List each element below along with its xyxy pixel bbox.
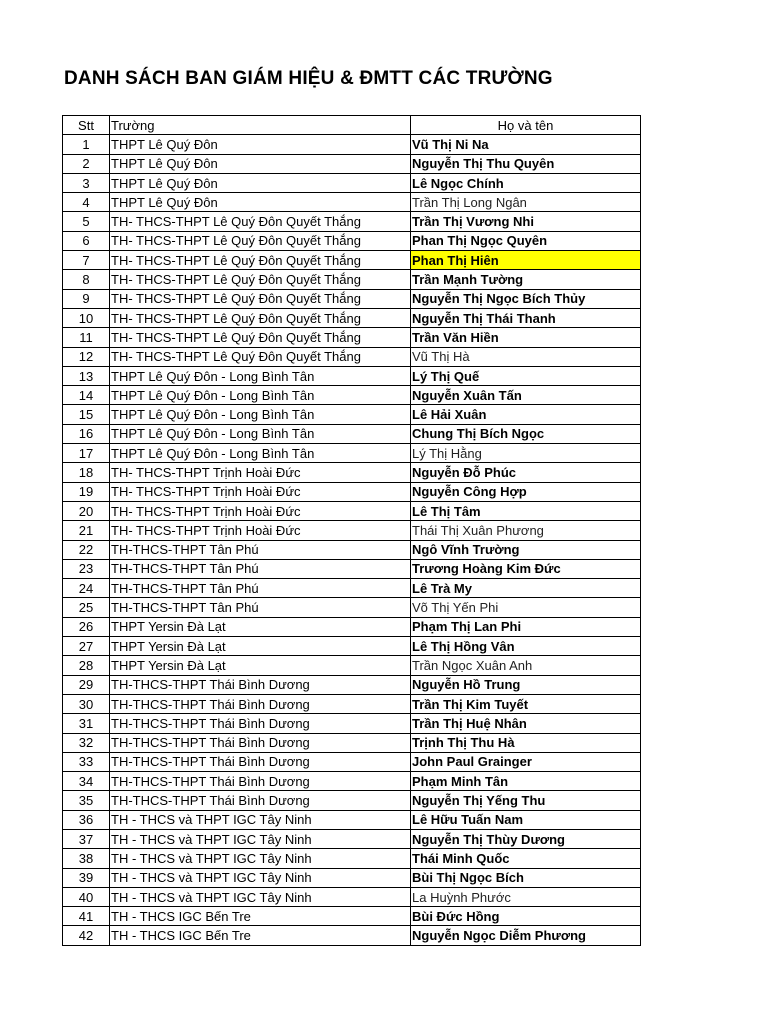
school-cell: TH - THCS và THPT IGC Tây Ninh bbox=[110, 868, 411, 887]
table-row bbox=[63, 752, 641, 771]
name-cell: Bùi Đức Hồng bbox=[411, 907, 641, 926]
school-cell: TH-THCS-THPT Tân Phú bbox=[110, 559, 411, 578]
row-number-cell: 34 bbox=[63, 772, 110, 791]
row-number-cell: 20 bbox=[63, 501, 110, 520]
table-row bbox=[63, 193, 641, 212]
name-cell: Lê Hải Xuân bbox=[411, 405, 641, 424]
table-row bbox=[63, 907, 641, 926]
school-cell: THPT Yersin Đà Lạt bbox=[110, 656, 411, 675]
name-cell: Lê Ngọc Chính bbox=[411, 173, 641, 192]
row-number-cell: 24 bbox=[63, 579, 110, 598]
name-cell: Nguyễn Công Hợp bbox=[411, 482, 641, 501]
table-row bbox=[63, 694, 641, 713]
row-number-cell: 36 bbox=[63, 810, 110, 829]
name-cell: Trần Thị Huệ Nhân bbox=[411, 714, 641, 733]
row-number-cell: 27 bbox=[63, 637, 110, 656]
school-cell: TH- THCS-THPT Trịnh Hoài Đức bbox=[110, 501, 411, 520]
row-number-cell: 9 bbox=[63, 289, 110, 308]
row-number-cell: 21 bbox=[63, 521, 110, 540]
staff-table bbox=[62, 115, 641, 946]
school-cell: TH-THCS-THPT Thái Bình Dương bbox=[110, 791, 411, 810]
name-cell: Nguyễn Thị Thu Quyên bbox=[411, 154, 641, 173]
name-cell: Trần Ngọc Xuân Anh bbox=[411, 656, 641, 675]
name-cell: Thái Thị Xuân Phương bbox=[411, 521, 641, 540]
row-number-cell: 4 bbox=[63, 193, 110, 212]
school-cell: TH-THCS-THPT Thái Bình Dương bbox=[110, 675, 411, 694]
table-row bbox=[63, 733, 641, 752]
school-cell: TH- THCS-THPT Lê Quý Đôn Quyết Thắng bbox=[110, 231, 411, 250]
row-number-cell: 8 bbox=[63, 270, 110, 289]
table-row bbox=[63, 444, 641, 463]
name-cell: Phạm Thị Lan Phi bbox=[411, 617, 641, 636]
table-row bbox=[63, 135, 641, 154]
table-row bbox=[63, 212, 641, 231]
table-row bbox=[63, 328, 641, 347]
name-cell: Trần Thị Long Ngân bbox=[411, 193, 641, 212]
name-cell: Nguyễn Thị Ngọc Bích Thủy bbox=[411, 289, 641, 308]
column-header-stt: Stt bbox=[63, 116, 110, 135]
row-number-cell: 2 bbox=[63, 154, 110, 173]
row-number-cell: 11 bbox=[63, 328, 110, 347]
school-cell: TH-THCS-THPT Thái Bình Dương bbox=[110, 694, 411, 713]
column-header-school: Trường bbox=[110, 116, 411, 135]
row-number-cell: 1 bbox=[63, 135, 110, 154]
table-row bbox=[63, 366, 641, 385]
table-row bbox=[63, 386, 641, 405]
name-cell: Trịnh Thị Thu Hà bbox=[411, 733, 641, 752]
row-number-cell: 14 bbox=[63, 386, 110, 405]
school-cell: TH - THCS IGC Bến Tre bbox=[110, 907, 411, 926]
name-cell: Phạm Minh Tân bbox=[411, 772, 641, 791]
table-row bbox=[63, 154, 641, 173]
name-cell: Nguyễn Ngọc Diễm Phương bbox=[411, 926, 641, 945]
table-row bbox=[63, 810, 641, 829]
table-body bbox=[63, 135, 641, 945]
name-cell: Thái Minh Quốc bbox=[411, 849, 641, 868]
row-number-cell: 40 bbox=[63, 887, 110, 906]
row-number-cell: 41 bbox=[63, 907, 110, 926]
table-row bbox=[63, 791, 641, 810]
school-cell: TH- THCS-THPT Lê Quý Đôn Quyết Thắng bbox=[110, 251, 411, 270]
school-cell: TH-THCS-THPT Thái Bình Dương bbox=[110, 733, 411, 752]
table-row bbox=[63, 849, 641, 868]
school-cell: TH- THCS-THPT Lê Quý Đôn Quyết Thắng bbox=[110, 270, 411, 289]
row-number-cell: 12 bbox=[63, 347, 110, 366]
school-cell: TH- THCS-THPT Trịnh Hoài Đức bbox=[110, 521, 411, 540]
table-row bbox=[63, 405, 641, 424]
name-cell: Lê Trà My bbox=[411, 579, 641, 598]
name-cell: Lê Thị Hồng Vân bbox=[411, 637, 641, 656]
row-number-cell: 32 bbox=[63, 733, 110, 752]
name-cell: Nguyễn Đỗ Phúc bbox=[411, 463, 641, 482]
name-cell: Lý Thị Quế bbox=[411, 366, 641, 385]
school-cell: TH- THCS-THPT Lê Quý Đôn Quyết Thắng bbox=[110, 289, 411, 308]
school-cell: THPT Lê Quý Đôn - Long Bình Tân bbox=[110, 424, 411, 443]
row-number-cell: 3 bbox=[63, 173, 110, 192]
table-row bbox=[63, 308, 641, 327]
school-cell: TH - THCS và THPT IGC Tây Ninh bbox=[110, 810, 411, 829]
row-number-cell: 38 bbox=[63, 849, 110, 868]
name-cell: Võ Thị Yến Phi bbox=[411, 598, 641, 617]
table-row bbox=[63, 868, 641, 887]
school-cell: TH-THCS-THPT Tân Phú bbox=[110, 598, 411, 617]
name-cell: Trần Văn Hiền bbox=[411, 328, 641, 347]
name-cell: Nguyễn Hồ Trung bbox=[411, 675, 641, 694]
school-cell: TH- THCS-THPT Trịnh Hoài Đức bbox=[110, 482, 411, 501]
row-number-cell: 16 bbox=[63, 424, 110, 443]
table-row bbox=[63, 887, 641, 906]
name-cell: Bùi Thị Ngọc Bích bbox=[411, 868, 641, 887]
name-cell: Trương Hoàng Kim Đức bbox=[411, 559, 641, 578]
row-number-cell: 17 bbox=[63, 444, 110, 463]
school-cell: THPT Lê Quý Đôn bbox=[110, 173, 411, 192]
table-row bbox=[63, 347, 641, 366]
name-cell: Nguyễn Thị Yếng Thu bbox=[411, 791, 641, 810]
row-number-cell: 42 bbox=[63, 926, 110, 945]
school-cell: TH - THCS và THPT IGC Tây Ninh bbox=[110, 849, 411, 868]
name-cell: Phan Thị Ngọc Quyên bbox=[411, 231, 641, 250]
school-cell: TH- THCS-THPT Lê Quý Đôn Quyết Thắng bbox=[110, 328, 411, 347]
row-number-cell: 22 bbox=[63, 540, 110, 559]
name-cell: Lê Hữu Tuấn Nam bbox=[411, 810, 641, 829]
table-row bbox=[63, 714, 641, 733]
table-row bbox=[63, 231, 641, 250]
name-cell: Nguyễn Xuân Tấn bbox=[411, 386, 641, 405]
table-row bbox=[63, 251, 641, 270]
school-cell: TH-THCS-THPT Thái Bình Dương bbox=[110, 772, 411, 791]
school-cell: THPT Lê Quý Đôn - Long Bình Tân bbox=[110, 366, 411, 385]
name-cell-highlighted: Phan Thị Hiên bbox=[411, 251, 641, 270]
row-number-cell: 10 bbox=[63, 308, 110, 327]
row-number-cell: 15 bbox=[63, 405, 110, 424]
row-number-cell: 39 bbox=[63, 868, 110, 887]
table-header-row bbox=[63, 116, 641, 135]
school-cell: TH - THCS và THPT IGC Tây Ninh bbox=[110, 887, 411, 906]
row-number-cell: 31 bbox=[63, 714, 110, 733]
school-cell: THPT Lê Quý Đôn - Long Bình Tân bbox=[110, 386, 411, 405]
name-cell: Lý Thị Hằng bbox=[411, 444, 641, 463]
table-row bbox=[63, 579, 641, 598]
row-number-cell: 23 bbox=[63, 559, 110, 578]
table-row bbox=[63, 289, 641, 308]
table-row bbox=[63, 772, 641, 791]
name-cell: Lê Thị Tâm bbox=[411, 501, 641, 520]
school-cell: TH - THCS và THPT IGC Tây Ninh bbox=[110, 829, 411, 848]
row-number-cell: 6 bbox=[63, 231, 110, 250]
name-cell: Vũ Thị Hà bbox=[411, 347, 641, 366]
row-number-cell: 30 bbox=[63, 694, 110, 713]
row-number-cell: 37 bbox=[63, 829, 110, 848]
name-cell: Vũ Thị Ni Na bbox=[411, 135, 641, 154]
table-row bbox=[63, 482, 641, 501]
school-cell: THPT Lê Quý Đôn bbox=[110, 135, 411, 154]
name-cell: Chung Thị Bích Ngọc bbox=[411, 424, 641, 443]
name-cell: La Huỳnh Phước bbox=[411, 887, 641, 906]
column-header-name: Họ và tên bbox=[411, 116, 641, 135]
row-number-cell: 28 bbox=[63, 656, 110, 675]
school-cell: THPT Lê Quý Đôn - Long Bình Tân bbox=[110, 405, 411, 424]
table-row bbox=[63, 501, 641, 520]
table-row bbox=[63, 617, 641, 636]
school-cell: TH- THCS-THPT Lê Quý Đôn Quyết Thắng bbox=[110, 347, 411, 366]
school-cell: THPT Lê Quý Đôn bbox=[110, 154, 411, 173]
row-number-cell: 33 bbox=[63, 752, 110, 771]
table-row bbox=[63, 926, 641, 945]
school-cell: TH- THCS-THPT Lê Quý Đôn Quyết Thắng bbox=[110, 308, 411, 327]
row-number-cell: 26 bbox=[63, 617, 110, 636]
row-number-cell: 13 bbox=[63, 366, 110, 385]
school-cell: THPT Yersin Đà Lạt bbox=[110, 637, 411, 656]
school-cell: TH-THCS-THPT Tân Phú bbox=[110, 540, 411, 559]
table-row bbox=[63, 270, 641, 289]
school-cell: TH- THCS-THPT Lê Quý Đôn Quyết Thắng bbox=[110, 212, 411, 231]
table-row bbox=[63, 829, 641, 848]
name-cell: Nguyễn Thị Thái Thanh bbox=[411, 308, 641, 327]
table-row bbox=[63, 173, 641, 192]
row-number-cell: 19 bbox=[63, 482, 110, 501]
name-cell: Trần Mạnh Tường bbox=[411, 270, 641, 289]
table-row bbox=[63, 521, 641, 540]
table-row bbox=[63, 424, 641, 443]
table-row bbox=[63, 559, 641, 578]
school-cell: TH- THCS-THPT Trịnh Hoài Đức bbox=[110, 463, 411, 482]
row-number-cell: 29 bbox=[63, 675, 110, 694]
name-cell: Nguyễn Thị Thùy Dương bbox=[411, 829, 641, 848]
row-number-cell: 5 bbox=[63, 212, 110, 231]
table-row bbox=[63, 656, 641, 675]
table-row bbox=[63, 637, 641, 656]
school-cell: THPT Lê Quý Đôn bbox=[110, 193, 411, 212]
row-number-cell: 25 bbox=[63, 598, 110, 617]
school-cell: TH-THCS-THPT Tân Phú bbox=[110, 579, 411, 598]
name-cell: Trần Thị Kim Tuyết bbox=[411, 694, 641, 713]
school-cell: TH-THCS-THPT Thái Bình Dương bbox=[110, 752, 411, 771]
name-cell: Trần Thị Vương Nhi bbox=[411, 212, 641, 231]
school-cell: THPT Lê Quý Đôn - Long Bình Tân bbox=[110, 444, 411, 463]
table-row bbox=[63, 598, 641, 617]
row-number-cell: 18 bbox=[63, 463, 110, 482]
row-number-cell: 7 bbox=[63, 251, 110, 270]
table-row bbox=[63, 540, 641, 559]
table-row bbox=[63, 675, 641, 694]
table-row bbox=[63, 463, 641, 482]
row-number-cell: 35 bbox=[63, 791, 110, 810]
school-cell: TH - THCS IGC Bến Tre bbox=[110, 926, 411, 945]
school-cell: TH-THCS-THPT Thái Bình Dương bbox=[110, 714, 411, 733]
page-title: DANH SÁCH BAN GIÁM HIỆU & ĐMTT CÁC TRƯỜNG bbox=[64, 68, 553, 89]
name-cell: Ngô Vĩnh Trường bbox=[411, 540, 641, 559]
name-cell: John Paul Grainger bbox=[411, 752, 641, 771]
school-cell: THPT Yersin Đà Lạt bbox=[110, 617, 411, 636]
